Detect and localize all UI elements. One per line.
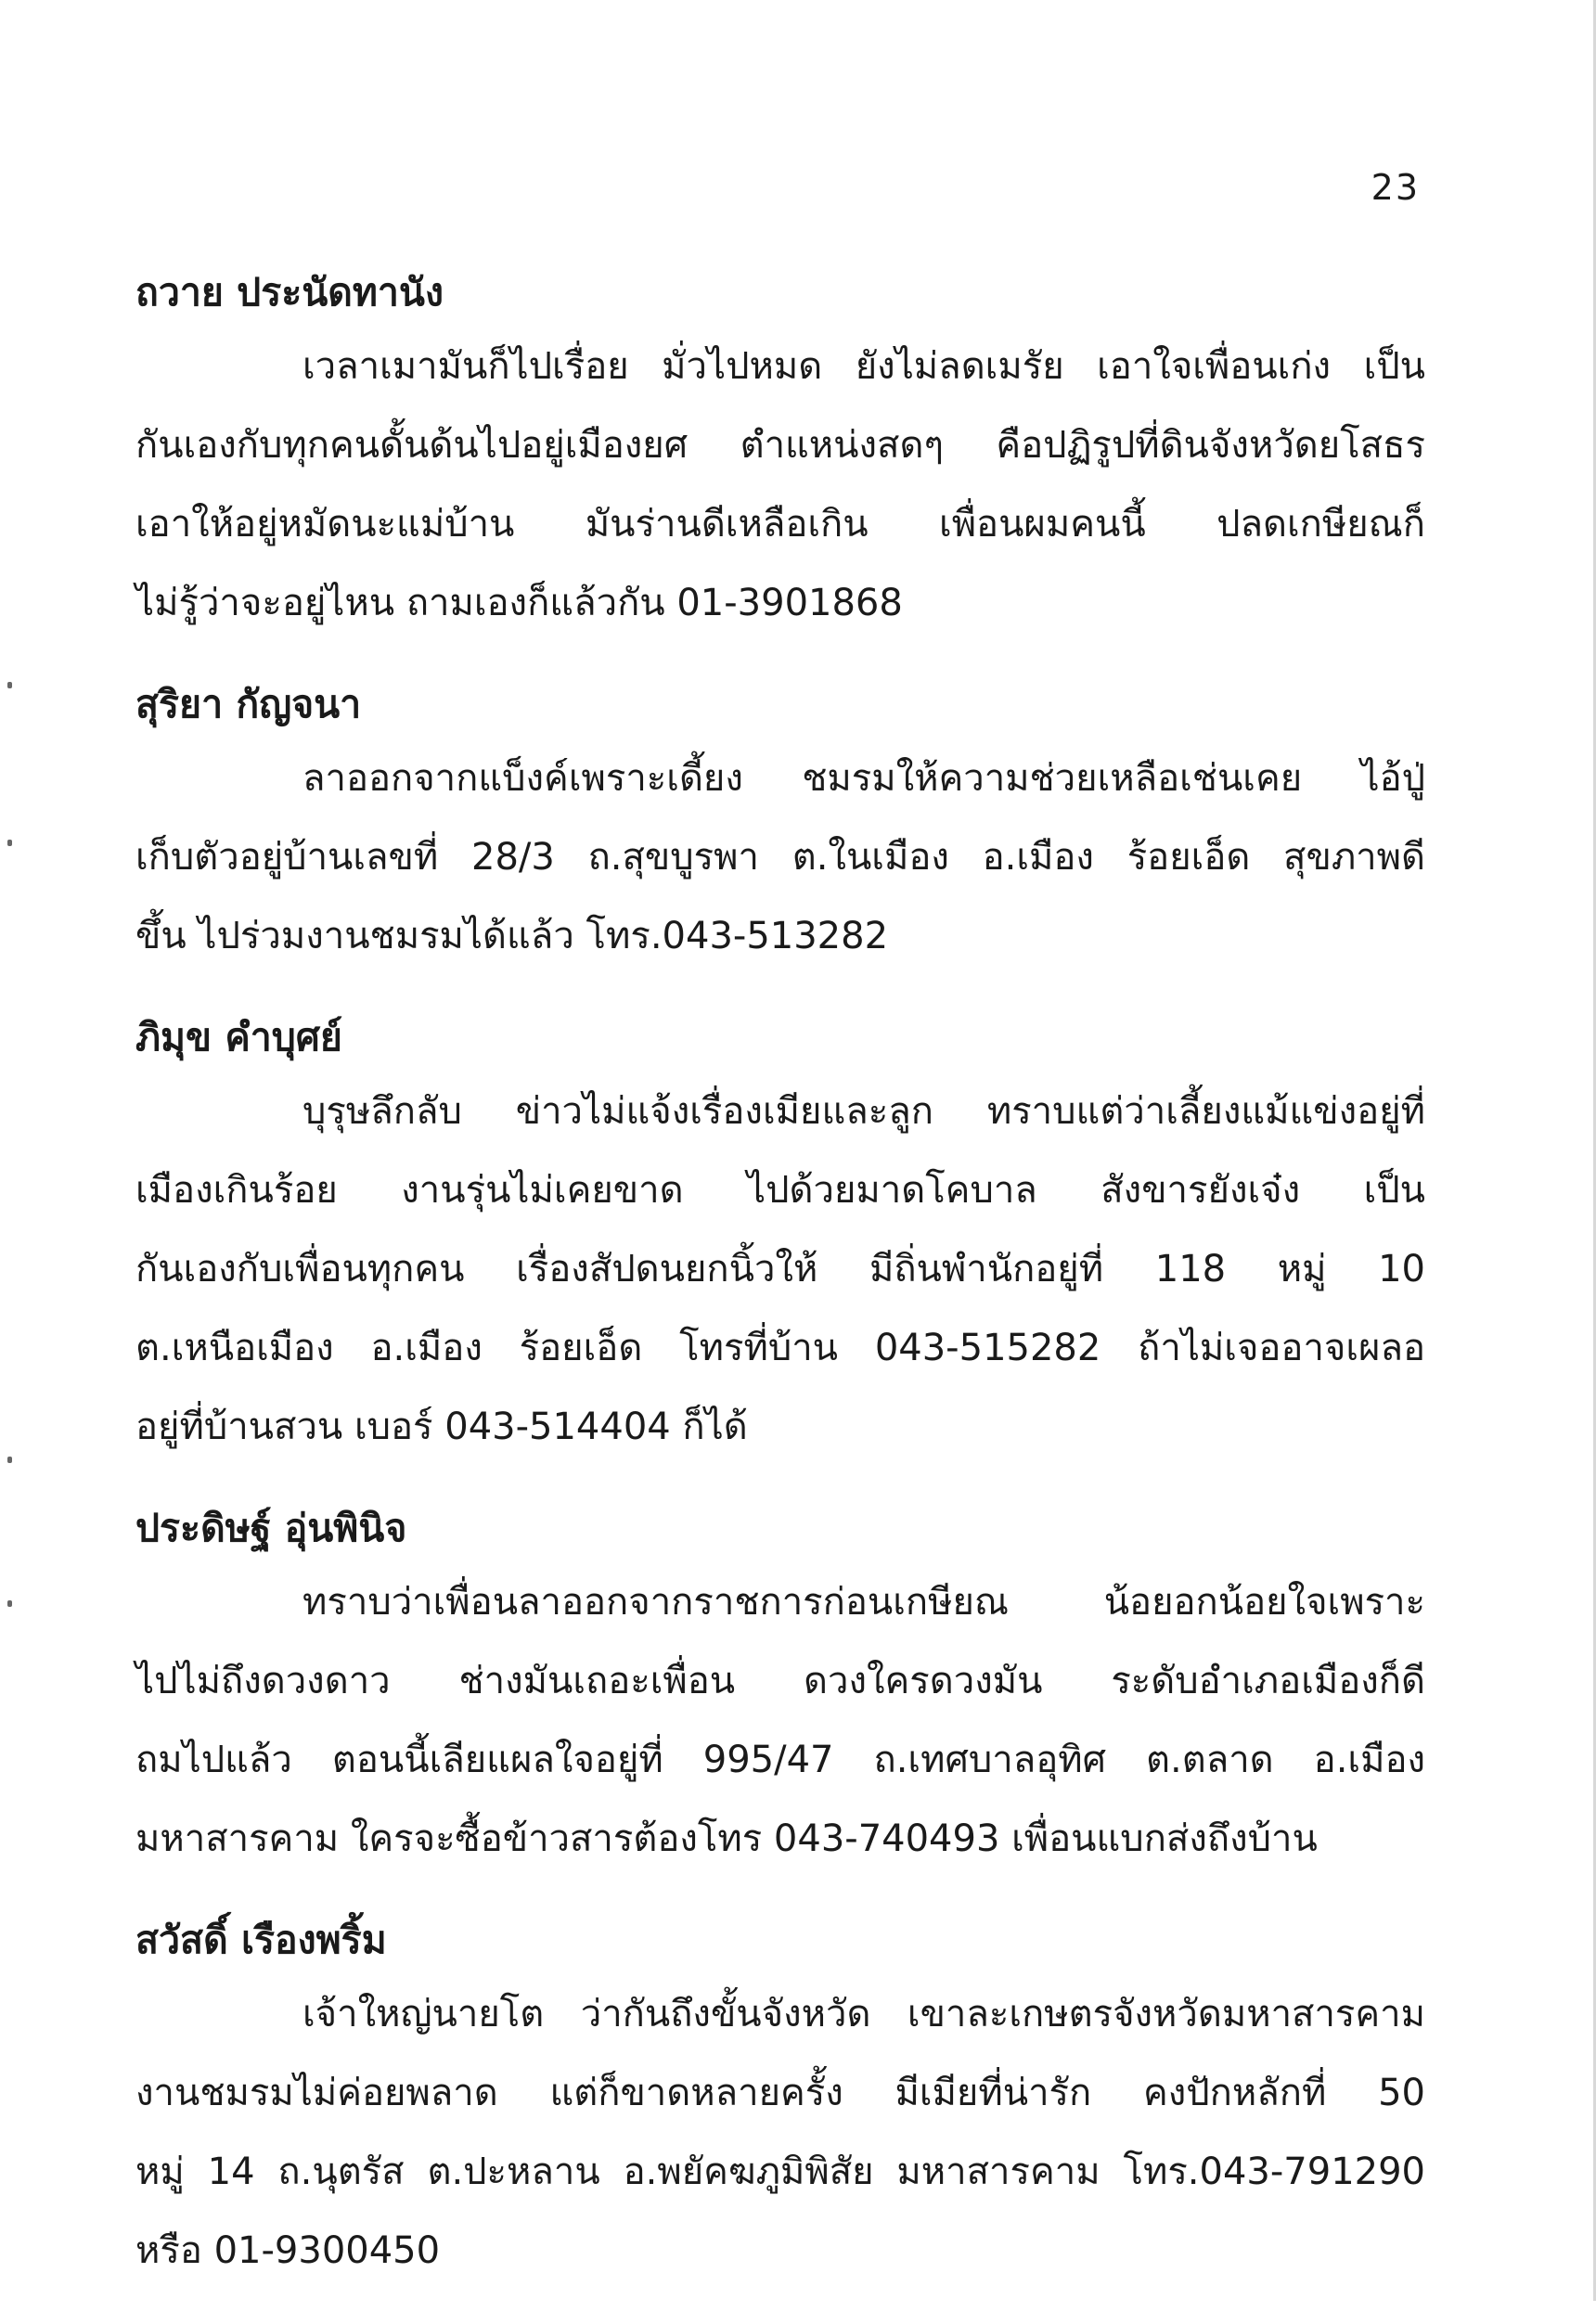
text-line: ถมไปแล้ว ตอนนี้เลียแผลใจอยู่ที่ 995/47 ถ.เทศบาลอุทิศ ต.ตลาด อ.เมือง (135, 1739, 1425, 1781)
member-entry (135, 264, 1425, 643)
member-description (135, 327, 1425, 643)
page-number: 23 (1371, 167, 1420, 208)
member-entry (135, 1009, 1425, 1467)
member-description (135, 739, 1425, 976)
member-description (135, 1563, 1425, 1879)
text-line: มหาสารคาม ใครจะซื้อข้าวสารต้องโทร 043-740493 เพื่อนแบกส่งถึงบ้าน (135, 1817, 1318, 1860)
text-line: งานชมรมไม่ค่อยพลาด แต่ก็ขาดหลายครั้ง มีเมียที่น่ารัก คงปักหลักที่ 50 (135, 2072, 1425, 2114)
member-name: สวัสดิ์ เรืองพริ้ม (135, 1918, 387, 1962)
text-line: หรือ 01-9300450 (135, 2229, 441, 2272)
member-name: ถวาย ประนัดทานัง (135, 270, 444, 315)
member-name: ประดิษฐ์ อุ่นพินิจ (135, 1506, 407, 1550)
member-description (135, 1072, 1425, 1467)
text-line: เจ้าใหญ่นายโต ว่ากันถึงขั้นจังหวัด เขาละเกษตรจังหวัดมหาสารคาม (302, 1993, 1425, 2035)
text-line: ลาออกจากแบ็งค์เพราะเดี้ยง ชมรมให้ความช่วยเหลือเช่นเคย ไอ้ปู่ (302, 757, 1425, 800)
margin-mark (7, 1600, 12, 1607)
text-line: เก็บตัวอยู่บ้านเลขที่ 28/3 ถ.สุขบูรพา ต.ในเมือง อ.เมือง ร้อยเอ็ด สุขภาพดี (135, 836, 1425, 879)
text-line: ทราบว่าเพื่อนลาออกจากราชการก่อนเกษียณ น้อยอกน้อยใจเพราะ (302, 1581, 1425, 1624)
margin-mark (7, 1457, 12, 1463)
text-line: ไม่รู้ว่าจะอยู่ไหน ถามเองก็แล้วกัน 01-3901868 (135, 582, 903, 624)
text-line: หมู่ 14 ถ.นุตรัส ต.ปะหลาน อ.พยัคฆภูมิพิสัย มหาสารคาม โทร.043-791290 (135, 2151, 1425, 2193)
text-line: บุรุษลึกลับ ข่าวไม่แจ้งเรื่องเมียและลูก ทราบแต่ว่าเลี้ยงแม้แข่งอยู่ที่ (302, 1090, 1425, 1133)
text-line: เอาให้อยู่หมัดนะแม่บ้าน มันร่านดีเหลือเกิน เพื่อนผมคนนี้ ปลดเกษียณก็ (135, 503, 1425, 546)
text-line: กันเองกับทุกคนดั้นด้นไปอยู่เมืองยศ ตำแหน่งสดๆ คือปฏิรูปที่ดินจังหวัดยโสธร (135, 424, 1425, 467)
member-name: ภิมุข คำบุศย์ (135, 1015, 342, 1059)
margin-mark (7, 682, 12, 688)
text-line: ต.เหนือเมือง อ.เมือง ร้อยเอ็ด โทรที่บ้าน 043-515282 ถ้าไม่เจออาจเผลอ (135, 1327, 1425, 1369)
member-entry (135, 676, 1425, 976)
text-line: เวลาเมามันก็ไปเรื่อย มั่วไปหมด ยังไม่ลดเมรัย เอาใจเพื่อนเก่ง เป็น (302, 345, 1425, 388)
member-name: สุริยา กัญจนา (135, 682, 362, 726)
text-line: ไปไม่ถึงดวงดาว ช่างมันเถอะเพื่อน ดวงใครดวงมัน ระดับอำเภอเมืองก็ดี (135, 1660, 1425, 1702)
member-entry (135, 1500, 1425, 1879)
text-line: ขึ้น ไปร่วมงานชมรมได้แล้ว โทร.043-513282 (135, 915, 889, 957)
member-description (135, 1975, 1425, 2291)
margin-mark (7, 840, 12, 846)
text-line: กันเองกับเพื่อนทุกคน เรื่องสัปดนยกนิ้วให้ มีถิ่นพำนักอยู่ที่ 118 หมู่ 10 (135, 1248, 1425, 1290)
member-entry (135, 1912, 1425, 2291)
text-line: เมืองเกินร้อย งานรุ่นไม่เคยขาด ไปด้วยมาดโคบาล สังขารยังเจ๋ง เป็น (135, 1169, 1425, 1212)
document-body (135, 264, 1425, 2324)
text-line: อยู่ที่บ้านสวน เบอร์ 043-514404 ก็ได้ (135, 1406, 748, 1448)
